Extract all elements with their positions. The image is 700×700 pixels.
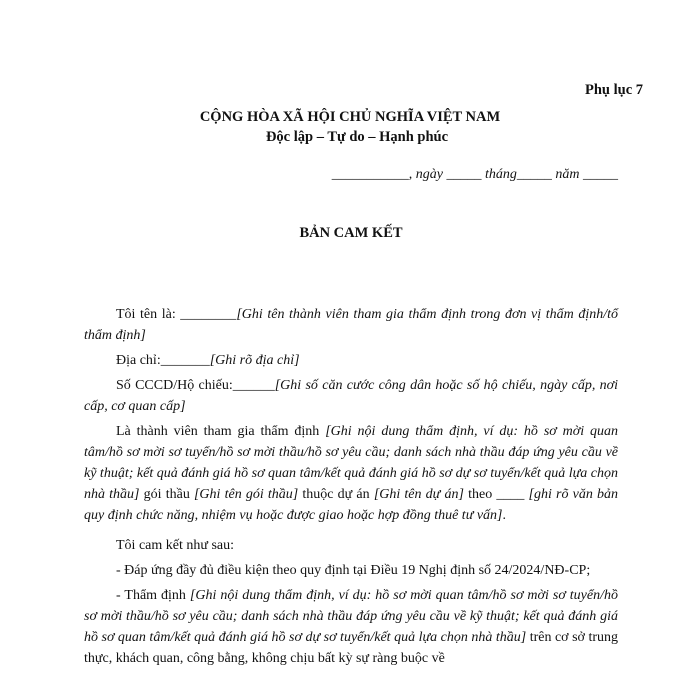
paragraph-role [84,421,618,526]
role-note-4: [ghi rõ văn bản quy định chức năng, nhiệm vụ hoặc được giao hoặc hợp đồng thuê tư vấn] [84,487,619,523]
name-note: [Ghi tên thành viên tham gia thẩm định trong đơn vị thẩm định/tổ thẩm định] [84,307,618,343]
national-motto: Độc lập – Tự do – Hạnh phúc [265,129,449,145]
nation-name: CỘNG HÒA XÃ HỘI CHỦ NGHĨA VIỆT NAM [199,109,501,125]
date-line: ___________, ngày _____ tháng_____ năm _____ [331,167,618,182]
role-text-2: gói thầu [139,487,194,502]
role-text-5: . [502,508,506,523]
paragraph-commit-intro: Tôi cam kết như sau: [116,538,235,553]
national-header [0,107,700,147]
role-text-1: Là thành viên tham gia thẩm định [116,424,326,439]
name-lead: Tôi tên là: ________ [116,307,237,322]
role-note-3: [Ghi tên dự án] [373,487,464,502]
document-title: BẢN CAM KẾT [299,225,403,241]
paragraph-commit-1: - Đáp ứng đầy đủ điều kiện theo quy định tại Điều 19 Nghị định số 24/2024/NĐ-CP; [116,563,591,578]
paragraph-address [84,350,618,371]
role-text-4: theo ____ [463,487,529,502]
role-text-3: thuộc dự án [298,487,374,502]
paragraph-commit-2 [84,585,618,669]
commit2-note: [Ghi nội dung thẩm định, ví dụ: hồ sơ mời quan tâm/hồ sơ mời sơ tuyển/hồ sơ mời thầu/hồ sơ yêu cầu; danh sách nhà thầu đáp ứng yêu cầu về kỹ thuật; kết quả đánh giá hồ sơ quan tâm/kết quả đánh giá hồ sơ dự sơ tuyển/kết quả lựa chọn nhà thầu] [84,588,618,645]
paragraph-name [84,304,618,346]
address-note: [Ghi rõ địa chỉ] [209,353,300,368]
address-lead: Địa chỉ:_______ [116,353,210,368]
role-note-1: [Ghi nội dung thẩm định, ví dụ: hồ sơ mời quan tâm/hồ sơ mời sơ tuyển/hồ sơ mời thầu/hồ sơ yêu cầu; danh sách nhà thầu đáp ứng yêu cầu về kỹ thuật; kết quả đánh giá hồ sơ quan tâm/kết quả đánh giá hồ sơ dự sơ tuyển/kết quả lựa chọn nhà thầu] [84,424,619,502]
commit2-text-1: - Thẩm định [116,588,190,603]
commit2-text-2: trên cơ sở trung thực, khách quan, công bằng, không chịu bất kỳ sự ràng buộc về [84,630,618,666]
id-lead: Số CCCD/Hộ chiếu:______ [116,378,275,393]
document-body [84,304,618,673]
role-note-2: [Ghi tên gói thầu] [193,487,299,502]
appendix-label: Phụ lục 7 [584,82,643,98]
id-note: [Ghi số căn cước công dân hoặc số hộ chiếu, ngày cấp, nơi cấp, cơ quan cấp] [84,378,618,414]
paragraph-id [84,375,618,417]
